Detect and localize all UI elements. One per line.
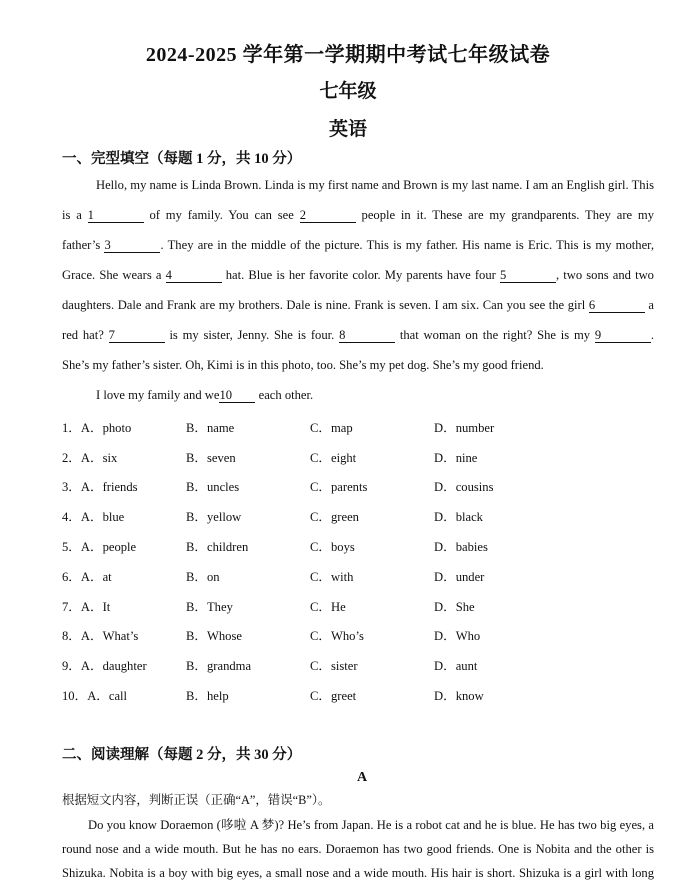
passage-line-3 [62, 237, 654, 253]
option-a: 10．A．call [62, 689, 128, 703]
section2-heading: 二、阅读理解（每题 2 分，共 30 分） [62, 747, 302, 763]
grade-heading: 七年级 [319, 81, 377, 102]
passage-line-6 [62, 327, 654, 343]
question-3-options [62, 476, 662, 494]
option-a: 3．A．friends [62, 480, 138, 494]
option-c: C．map [310, 421, 353, 435]
option-a: 5．A．people [62, 540, 137, 554]
blank-10: 10 [219, 388, 255, 403]
option-c: C．boys [310, 540, 355, 554]
exam-title: 2024-2025 学年第一学期期中考试七年级试卷 [145, 44, 551, 66]
option-b: B．They [186, 600, 233, 614]
option-d: D．nine [434, 451, 478, 465]
question-10-options [62, 685, 662, 703]
reading-line-1: Do you know Doraemon (哆啦 A 梦)? He’s from Japan. He is a robot cat and he is blue. He has two big eyes, a [88, 818, 654, 832]
text-segment: is my sister, Jenny. She is four. [169, 328, 335, 342]
question-2-options [62, 447, 662, 465]
option-b: B．on [186, 570, 220, 584]
option-b: B．grandma [186, 659, 252, 673]
option-b: B．help [186, 689, 229, 703]
passage-line-5 [62, 297, 654, 313]
passage-line-7: She’s my father’s sister. Oh, Kimi is in this photo, too. She’s my pet dog. She’s my good friend. [62, 358, 544, 372]
option-c: C．parents [310, 480, 368, 494]
passage-line-2 [62, 207, 654, 223]
option-d: D．babies [434, 540, 488, 554]
option-a: 7．A．It [62, 600, 111, 614]
text-segment: red hat? [62, 328, 104, 342]
question-6-options [62, 566, 662, 584]
option-d: D．black [434, 510, 483, 524]
text-segment: I love my family and we [96, 388, 220, 402]
passage-line-4 [62, 267, 654, 283]
passage-line-8 [96, 387, 654, 403]
section2-instruction: 根据短文内容，判断正误（正确“A”，错误“B”）。 [62, 793, 331, 807]
passage-line-1: Hello, my name is Linda Brown. Linda is my first name and Brown is my last name. I am an English girl. This [96, 178, 655, 192]
option-b: B．children [186, 540, 249, 554]
text-segment: that woman on the right? She is my [399, 328, 591, 342]
blank-2: 2 [300, 208, 356, 223]
question-7-options [62, 596, 662, 614]
question-8-options [62, 625, 662, 643]
text-segment: of my family. You can see [149, 208, 294, 222]
section1-heading: 一、完型填空（每题 1 分，共 10 分） [62, 151, 302, 167]
blank-4: 4 [166, 268, 222, 283]
option-a: 2．A．six [62, 451, 118, 465]
text-segment: Grace. She wears a [62, 268, 162, 282]
text-segment: daughters. Dale and Frank are my brothers. Dale is nine. Frank is seven. I am six. Can you see the girl [62, 298, 586, 312]
option-c: C．Who’s [310, 629, 364, 643]
blank-9: 9 [595, 328, 651, 343]
option-a: 6．A．at [62, 570, 112, 584]
question-5-options [62, 536, 662, 554]
blank-6: 6 [589, 298, 645, 313]
option-d: D．under [434, 570, 485, 584]
option-c: C．greet [310, 689, 357, 703]
option-b: B．seven [186, 451, 236, 465]
blank-1: 1 [88, 208, 144, 223]
text-segment: , two sons and two [555, 268, 654, 282]
text-segment: . They are in the middle of the picture. This is my father. His name is Eric. This is my mother, [160, 238, 654, 252]
option-a: 9．A．daughter [62, 659, 147, 673]
question-4-options [62, 506, 662, 524]
reading-line-3: Shizuka. Nobita is a boy with big eyes, a small nose and a wide mouth. His hair is short. Shizuka is a girl with long [62, 866, 654, 880]
passage-a-label: A [356, 770, 368, 785]
blank-5: 5 [500, 268, 556, 283]
option-b: B．yellow [186, 510, 242, 524]
option-a: 4．A．blue [62, 510, 125, 524]
option-c: C．with [310, 570, 354, 584]
reading-line-2: round nose and a wide mouth. But he has no ears. Doraemon has two good friends. One is Nobita and the other is [62, 842, 654, 856]
text-segment: is a [62, 208, 82, 222]
text-segment: people in it. These are my grandparents. They are my [361, 208, 655, 222]
question-1-options [62, 417, 662, 435]
text-segment: hat. Blue is her favorite color. My parents have four [225, 268, 496, 282]
blank-7: 7 [109, 328, 165, 343]
text-segment: father’s [62, 238, 101, 252]
subject-heading: 英语 [328, 119, 367, 140]
text-segment: a [648, 298, 654, 312]
option-b: B．Whose [186, 629, 242, 643]
option-c: C．sister [310, 659, 358, 673]
text-segment: . [650, 328, 655, 342]
option-d: D．cousins [434, 480, 494, 494]
option-a: 1．A．photo [62, 421, 132, 435]
option-d: D．know [434, 689, 484, 703]
option-c: C．He [310, 600, 346, 614]
option-b: B．uncles [186, 480, 240, 494]
blank-8: 8 [339, 328, 395, 343]
option-b: B．name [186, 421, 235, 435]
text-segment: each other. [258, 388, 314, 402]
option-d: D．She [434, 600, 475, 614]
question-9-options [62, 655, 662, 673]
option-c: C．green [310, 510, 359, 524]
option-d: D．number [434, 421, 495, 435]
option-a: 8．A．What’s [62, 629, 139, 643]
option-d: D．Who [434, 629, 481, 643]
option-d: D．aunt [434, 659, 478, 673]
blank-3: 3 [104, 238, 160, 253]
option-c: C．eight [310, 451, 357, 465]
